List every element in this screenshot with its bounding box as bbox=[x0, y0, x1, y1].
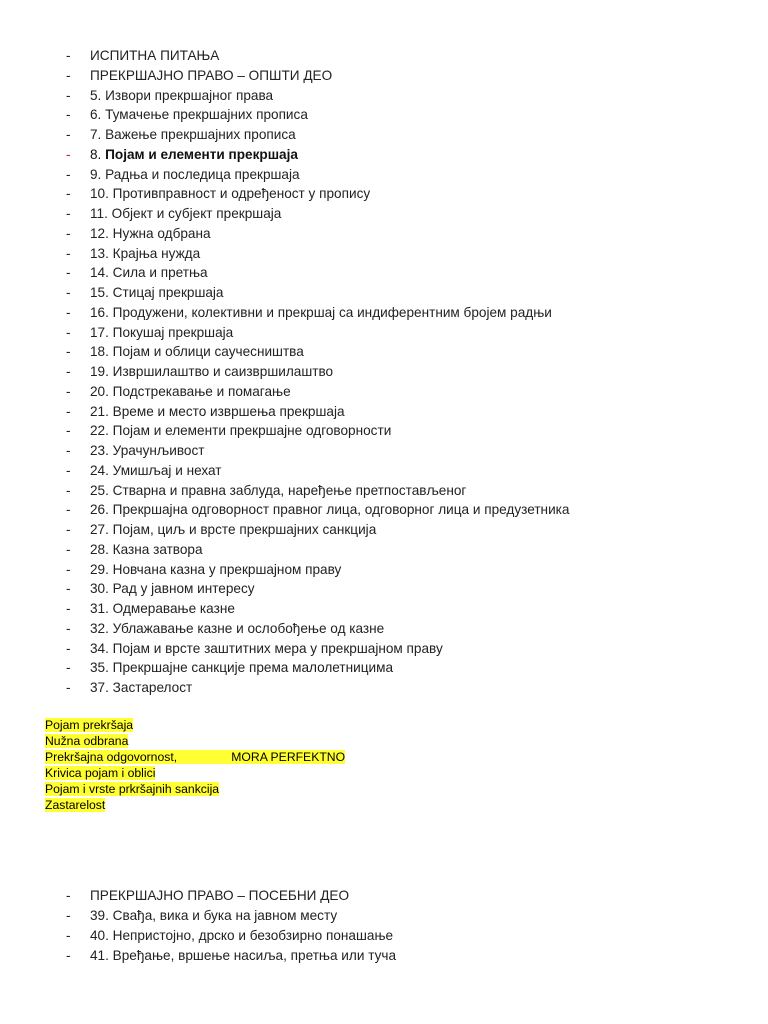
list-item bbox=[0, 421, 768, 441]
item-title: Урачунљивост bbox=[108, 443, 205, 458]
bullet-dash: - bbox=[66, 601, 71, 616]
list-item bbox=[0, 224, 768, 244]
highlighted-note bbox=[45, 749, 345, 765]
highlighted-note-text: Pojam prekršaja bbox=[45, 718, 134, 732]
bullet-dash: - bbox=[66, 186, 71, 202]
item-number: 31. bbox=[90, 601, 109, 616]
item-number: 22. bbox=[90, 423, 109, 439]
item-title: Непристојно, дрско и безобзирно понашање bbox=[108, 928, 394, 943]
list-item-text bbox=[90, 244, 200, 264]
list-item-text bbox=[90, 382, 291, 402]
item-title: Покушај прекршаја bbox=[108, 324, 234, 340]
bullet-dash: - bbox=[66, 225, 71, 241]
list-item-text bbox=[90, 66, 332, 86]
list-item-text bbox=[90, 165, 300, 185]
list-item-text bbox=[90, 421, 391, 441]
item-title: Важење прекршајних прописа bbox=[101, 127, 296, 142]
bullet-dash: - bbox=[66, 285, 71, 300]
list-item bbox=[0, 145, 768, 165]
bullet-dash: - bbox=[66, 67, 71, 83]
bullet-dash: - bbox=[66, 403, 71, 419]
item-number: 28. bbox=[90, 541, 109, 557]
item-number: 37. bbox=[90, 680, 109, 695]
item-title: Објект и субјект прекршаја bbox=[107, 206, 282, 221]
item-title: Тумачење прекршајних прописа bbox=[101, 107, 308, 123]
bullet-dash: - bbox=[66, 561, 71, 577]
item-number: 14. bbox=[90, 265, 109, 281]
list-item bbox=[0, 46, 768, 66]
list-item bbox=[0, 906, 768, 926]
bullet-dash: - bbox=[66, 245, 71, 261]
bullet-dash: - bbox=[66, 541, 71, 557]
item-number: 19. bbox=[90, 364, 109, 379]
item-title: Појам и облици саучесништва bbox=[108, 344, 304, 360]
item-title: Појам и елементи прекршаја bbox=[101, 146, 298, 162]
bullet-dash: - bbox=[66, 364, 71, 379]
item-title: Свађа, вика и бука на јавном месту bbox=[108, 908, 338, 923]
list-item bbox=[0, 579, 768, 599]
item-number: 17. bbox=[90, 324, 109, 340]
list-item-text bbox=[90, 639, 443, 659]
item-title: Стварна и правна заблуда, наређење претпостављеног bbox=[108, 482, 467, 498]
highlighted-note bbox=[45, 717, 345, 733]
list-item bbox=[0, 283, 768, 303]
list-item bbox=[0, 678, 768, 698]
list-item bbox=[0, 323, 768, 343]
list-item bbox=[0, 86, 768, 106]
bullet-dash: - bbox=[66, 660, 71, 676]
item-title: Рад у јавном интересу bbox=[108, 581, 255, 597]
item-number: 20. bbox=[90, 383, 109, 399]
list-item bbox=[0, 441, 768, 461]
item-number: 21. bbox=[90, 403, 109, 419]
list-item-text bbox=[90, 481, 466, 501]
bullet-dash: - bbox=[66, 206, 71, 221]
item-number: 40. bbox=[90, 928, 109, 943]
item-number: 35. bbox=[90, 660, 109, 676]
item-title: Одмеравање казне bbox=[108, 601, 235, 616]
list-item bbox=[0, 500, 768, 520]
item-number: 18. bbox=[90, 344, 109, 360]
list-item-text bbox=[90, 184, 370, 204]
highlighted-note bbox=[45, 733, 345, 749]
bullet-dash: - bbox=[66, 581, 71, 597]
bullet-dash: - bbox=[66, 127, 71, 142]
list-item bbox=[0, 382, 768, 402]
list-item-text bbox=[90, 560, 341, 580]
list-item bbox=[0, 619, 768, 639]
list-item bbox=[0, 342, 768, 362]
item-number: 29. bbox=[90, 561, 109, 577]
item-number: 5. bbox=[90, 87, 102, 103]
list-item bbox=[0, 165, 768, 185]
bullet-dash: - bbox=[66, 443, 71, 458]
list-item-text bbox=[90, 619, 384, 639]
highlighted-note bbox=[45, 765, 345, 781]
item-title: Појам и врсте заштитних мера у прекршајном праву bbox=[108, 640, 443, 656]
list-item bbox=[0, 125, 768, 145]
item-title: Појам, циљ и врсте прекршајних санкција bbox=[108, 522, 377, 537]
list-item-text bbox=[90, 461, 222, 481]
list-item bbox=[0, 105, 768, 125]
item-title: ПРЕКРШАЈНО ПРАВО – ПОСЕБНИ ДЕО bbox=[90, 888, 350, 903]
bullet-dash: - bbox=[66, 482, 71, 498]
list-item-text bbox=[90, 224, 211, 244]
item-title: Време и место извршења прекршаја bbox=[108, 403, 345, 419]
item-number: 23. bbox=[90, 443, 109, 458]
list-item-text bbox=[90, 540, 203, 560]
bullet-dash: - bbox=[66, 146, 71, 162]
list-item bbox=[0, 926, 768, 946]
bullet-dash: - bbox=[66, 48, 71, 63]
highlighted-note-text: Nužna odbrana bbox=[45, 734, 129, 748]
list-item-text bbox=[90, 46, 219, 66]
list-item bbox=[0, 303, 768, 323]
item-number: 25. bbox=[90, 482, 109, 498]
item-title: Прекршајна одговорност правног лица, одговорног лица и предузетника bbox=[108, 502, 570, 518]
item-number: 11. bbox=[90, 206, 108, 221]
list-item-text bbox=[90, 342, 304, 362]
list-item-text bbox=[90, 105, 308, 125]
item-title: Застарелост bbox=[108, 680, 193, 695]
list-item bbox=[0, 461, 768, 481]
bullet-dash: - bbox=[66, 620, 71, 636]
bullet-dash: - bbox=[66, 522, 71, 537]
item-title: Казна затвора bbox=[108, 541, 203, 557]
item-number: 7. bbox=[90, 127, 102, 142]
item-title: Сила и претња bbox=[108, 265, 208, 281]
list-item-text bbox=[90, 263, 208, 283]
item-number: 24. bbox=[90, 462, 109, 478]
list-item bbox=[0, 599, 768, 619]
list-item-text bbox=[90, 500, 569, 520]
bullet-dash: - bbox=[66, 344, 71, 360]
highlighted-note-text: Prekršajna odgovornost, MORA PERFEKTNO bbox=[45, 750, 346, 764]
list-item bbox=[0, 540, 768, 560]
item-number: 32. bbox=[90, 620, 109, 636]
item-title: Продужени, колективни и прекршај са индиферентним бројем радњи bbox=[108, 304, 552, 320]
item-number: 39. bbox=[90, 908, 109, 923]
item-title: Извори прекршајног права bbox=[101, 87, 274, 103]
bullet-dash: - bbox=[66, 462, 71, 478]
item-title: Крајња нужда bbox=[108, 245, 201, 261]
highlighted-note-text: Zastarelost bbox=[45, 798, 106, 812]
item-title: Стицај прекршаја bbox=[108, 285, 224, 300]
list-item bbox=[0, 402, 768, 422]
bullet-dash: - bbox=[66, 640, 71, 656]
bullet-dash: - bbox=[66, 948, 71, 963]
list-item-text bbox=[90, 323, 233, 343]
list-item bbox=[0, 520, 768, 540]
item-number: 26. bbox=[90, 502, 109, 518]
highlighted-note bbox=[45, 797, 345, 813]
list-item bbox=[0, 362, 768, 382]
item-title: Прекршајне санкције према малолетницима bbox=[108, 660, 394, 676]
item-number: 41. bbox=[90, 948, 109, 963]
highlighted-note bbox=[45, 781, 345, 797]
bullet-dash: - bbox=[66, 87, 71, 103]
list-item bbox=[0, 184, 768, 204]
highlighted-note-text: Pojam i vrste prkršajnih sankcija bbox=[45, 782, 220, 796]
item-number: 27. bbox=[90, 522, 109, 537]
list-item-text bbox=[90, 303, 552, 323]
list-item-text bbox=[90, 204, 281, 224]
list-item-text bbox=[90, 599, 235, 619]
list-item-text bbox=[90, 145, 298, 165]
list-item bbox=[0, 244, 768, 264]
bullet-dash: - bbox=[66, 265, 71, 281]
list-item-text bbox=[90, 520, 376, 540]
list-item bbox=[0, 639, 768, 659]
item-title: ПРЕКРШАЈНО ПРАВО – ОПШТИ ДЕО bbox=[90, 67, 333, 83]
list-item bbox=[0, 658, 768, 678]
bullet-dash: - bbox=[66, 888, 71, 903]
list-item-text bbox=[90, 926, 393, 946]
item-number: 12. bbox=[90, 225, 109, 241]
list-item bbox=[0, 66, 768, 86]
list-item-text bbox=[90, 906, 337, 926]
item-title: Умишљај и нехат bbox=[108, 462, 222, 478]
list-item bbox=[0, 263, 768, 283]
item-title: ИСПИТНА ПИТАЊА bbox=[90, 48, 220, 63]
list-item-text bbox=[90, 125, 296, 145]
list-item-text bbox=[90, 579, 255, 599]
item-title: Вређање, вршење насиља, претња или туча bbox=[108, 948, 397, 963]
list-item-text bbox=[90, 283, 224, 303]
item-title: Радња и последица прекршаја bbox=[101, 166, 300, 182]
item-number: 10. bbox=[90, 186, 109, 202]
bullet-dash: - bbox=[66, 383, 71, 399]
list-item bbox=[0, 886, 768, 906]
item-title: Ублажавање казне и ослобођење од казне bbox=[108, 620, 385, 636]
item-number: 34. bbox=[90, 640, 109, 656]
bullet-dash: - bbox=[66, 166, 71, 182]
bullet-dash: - bbox=[66, 107, 71, 123]
list-item bbox=[0, 560, 768, 580]
list-item-text bbox=[90, 441, 204, 461]
list-item-text bbox=[90, 946, 396, 966]
list-item bbox=[0, 946, 768, 966]
item-number: 8. bbox=[90, 146, 102, 162]
bullet-dash: - bbox=[66, 502, 71, 518]
item-number: 15. bbox=[90, 285, 109, 300]
item-number: 30. bbox=[90, 581, 109, 597]
item-title: Нужна одбрана bbox=[108, 225, 211, 241]
item-number: 9. bbox=[90, 166, 102, 182]
item-title: Противправност и одређеност у пропису bbox=[108, 186, 371, 202]
bullet-dash: - bbox=[66, 304, 71, 320]
item-number: 6. bbox=[90, 107, 102, 123]
item-title: Појам и елементи прекршајне одговорности bbox=[108, 423, 392, 439]
item-title: Подстрекавање и помагање bbox=[108, 383, 291, 399]
item-number: 16. bbox=[90, 304, 109, 320]
list-item-text bbox=[90, 658, 393, 678]
bullet-dash: - bbox=[66, 423, 71, 439]
highlighted-note-text: Krivica pojam i oblici bbox=[45, 766, 156, 780]
item-number: 13. bbox=[90, 245, 109, 261]
highlighted-notes bbox=[45, 717, 345, 813]
bullet-dash: - bbox=[66, 908, 71, 923]
list-item-text bbox=[90, 402, 345, 422]
bullet-dash: - bbox=[66, 928, 71, 943]
bullet-dash: - bbox=[66, 680, 71, 695]
list-item-text bbox=[90, 86, 273, 106]
item-title: Извршилаштво и саизвршилаштво bbox=[108, 364, 334, 379]
list-item-text bbox=[90, 362, 333, 382]
list-item bbox=[0, 481, 768, 501]
list-item-text bbox=[90, 678, 192, 698]
list-item bbox=[0, 204, 768, 224]
bullet-dash: - bbox=[66, 324, 71, 340]
item-title: Новчана казна у прекршајном праву bbox=[108, 561, 342, 577]
list-item-text bbox=[90, 886, 349, 906]
